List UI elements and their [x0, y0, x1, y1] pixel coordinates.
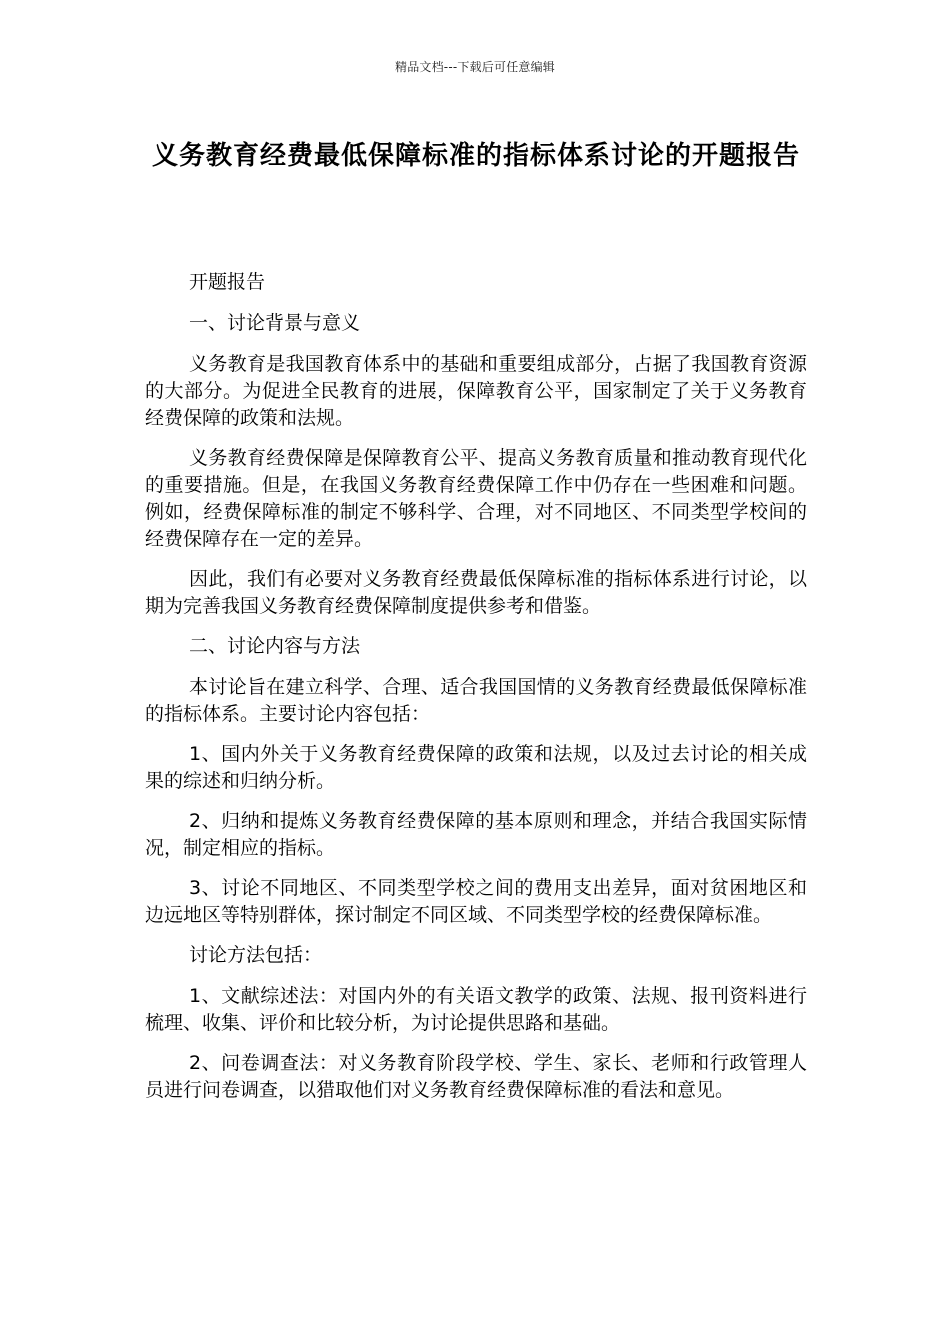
- document-body: [145, 269, 807, 1117]
- paragraph-background-3: 因此，我们有必要对义务教育经费最低保障标准的指标体系进行讨论，以期为完善我国义务教育经费保障制度提供参考和借鉴。: [145, 568, 807, 617]
- methods-intro: 讨论方法包括：: [189, 944, 323, 966]
- list-item-content-1: 1、国内外关于义务教育经费保障的政策和法规，以及过去讨论的相关成果的综述和归纳分析。: [145, 743, 807, 792]
- list-item-method-2: 2、问卷调查法：对义务教育阶段学校、学生、家长、老师和行政管理人员进行问卷调查，以猎取他们对义务教育经费保障标准的看法和意见。: [145, 1052, 807, 1101]
- paragraph-background-2: 义务教育经费保障是保障教育公平、提高义务教育质量和推动教育现代化的重要措施。但是，在我国义务教育经费保障工作中仍存在一些困难和问题。例如，经费保障标准的制定不够科学、合理，对不同地区、不同类型学校间的经费保障存在一定的差异。: [145, 447, 807, 550]
- paragraph-background-1: 义务教育是我国教育体系中的基础和重要组成部分，占据了我国教育资源的大部分。为促进全民教育的进展，保障教育公平，国家制定了关于义务教育经费保障的政策和法规。: [145, 353, 807, 429]
- list-item-content-3: 3、讨论不同地区、不同类型学校之间的费用支出差异，面对贫困地区和边远地区等特别群体，探讨制定不同区域、不同类型学校的经费保障标准。: [145, 877, 807, 926]
- list-item-content-2: 2、归纳和提炼义务教育经费保障的基本原则和理念，并结合我国实际情况，制定相应的指标。: [145, 810, 807, 859]
- section-heading-background: 一、讨论背景与意义: [189, 312, 361, 334]
- header-note: 精品文档---下载后可任意编辑: [395, 60, 555, 74]
- paragraph-content-intro: 本讨论旨在建立科学、合理、适合我国国情的义务教育经费最低保障标准的指标体系。主要讨论内容包括：: [145, 676, 807, 725]
- document-title: 义务教育经费最低保障标准的指标体系讨论的开题报告: [151, 141, 800, 171]
- section-heading-content-methods: 二、讨论内容与方法: [189, 635, 361, 657]
- section-label-opening-report: 开题报告: [189, 271, 266, 293]
- list-item-method-1: 1、文献综述法：对国内外的有关语文教学的政策、法规、报刊资料进行梳理、收集、评价和比较分析，为讨论提供思路和基础。: [145, 985, 807, 1034]
